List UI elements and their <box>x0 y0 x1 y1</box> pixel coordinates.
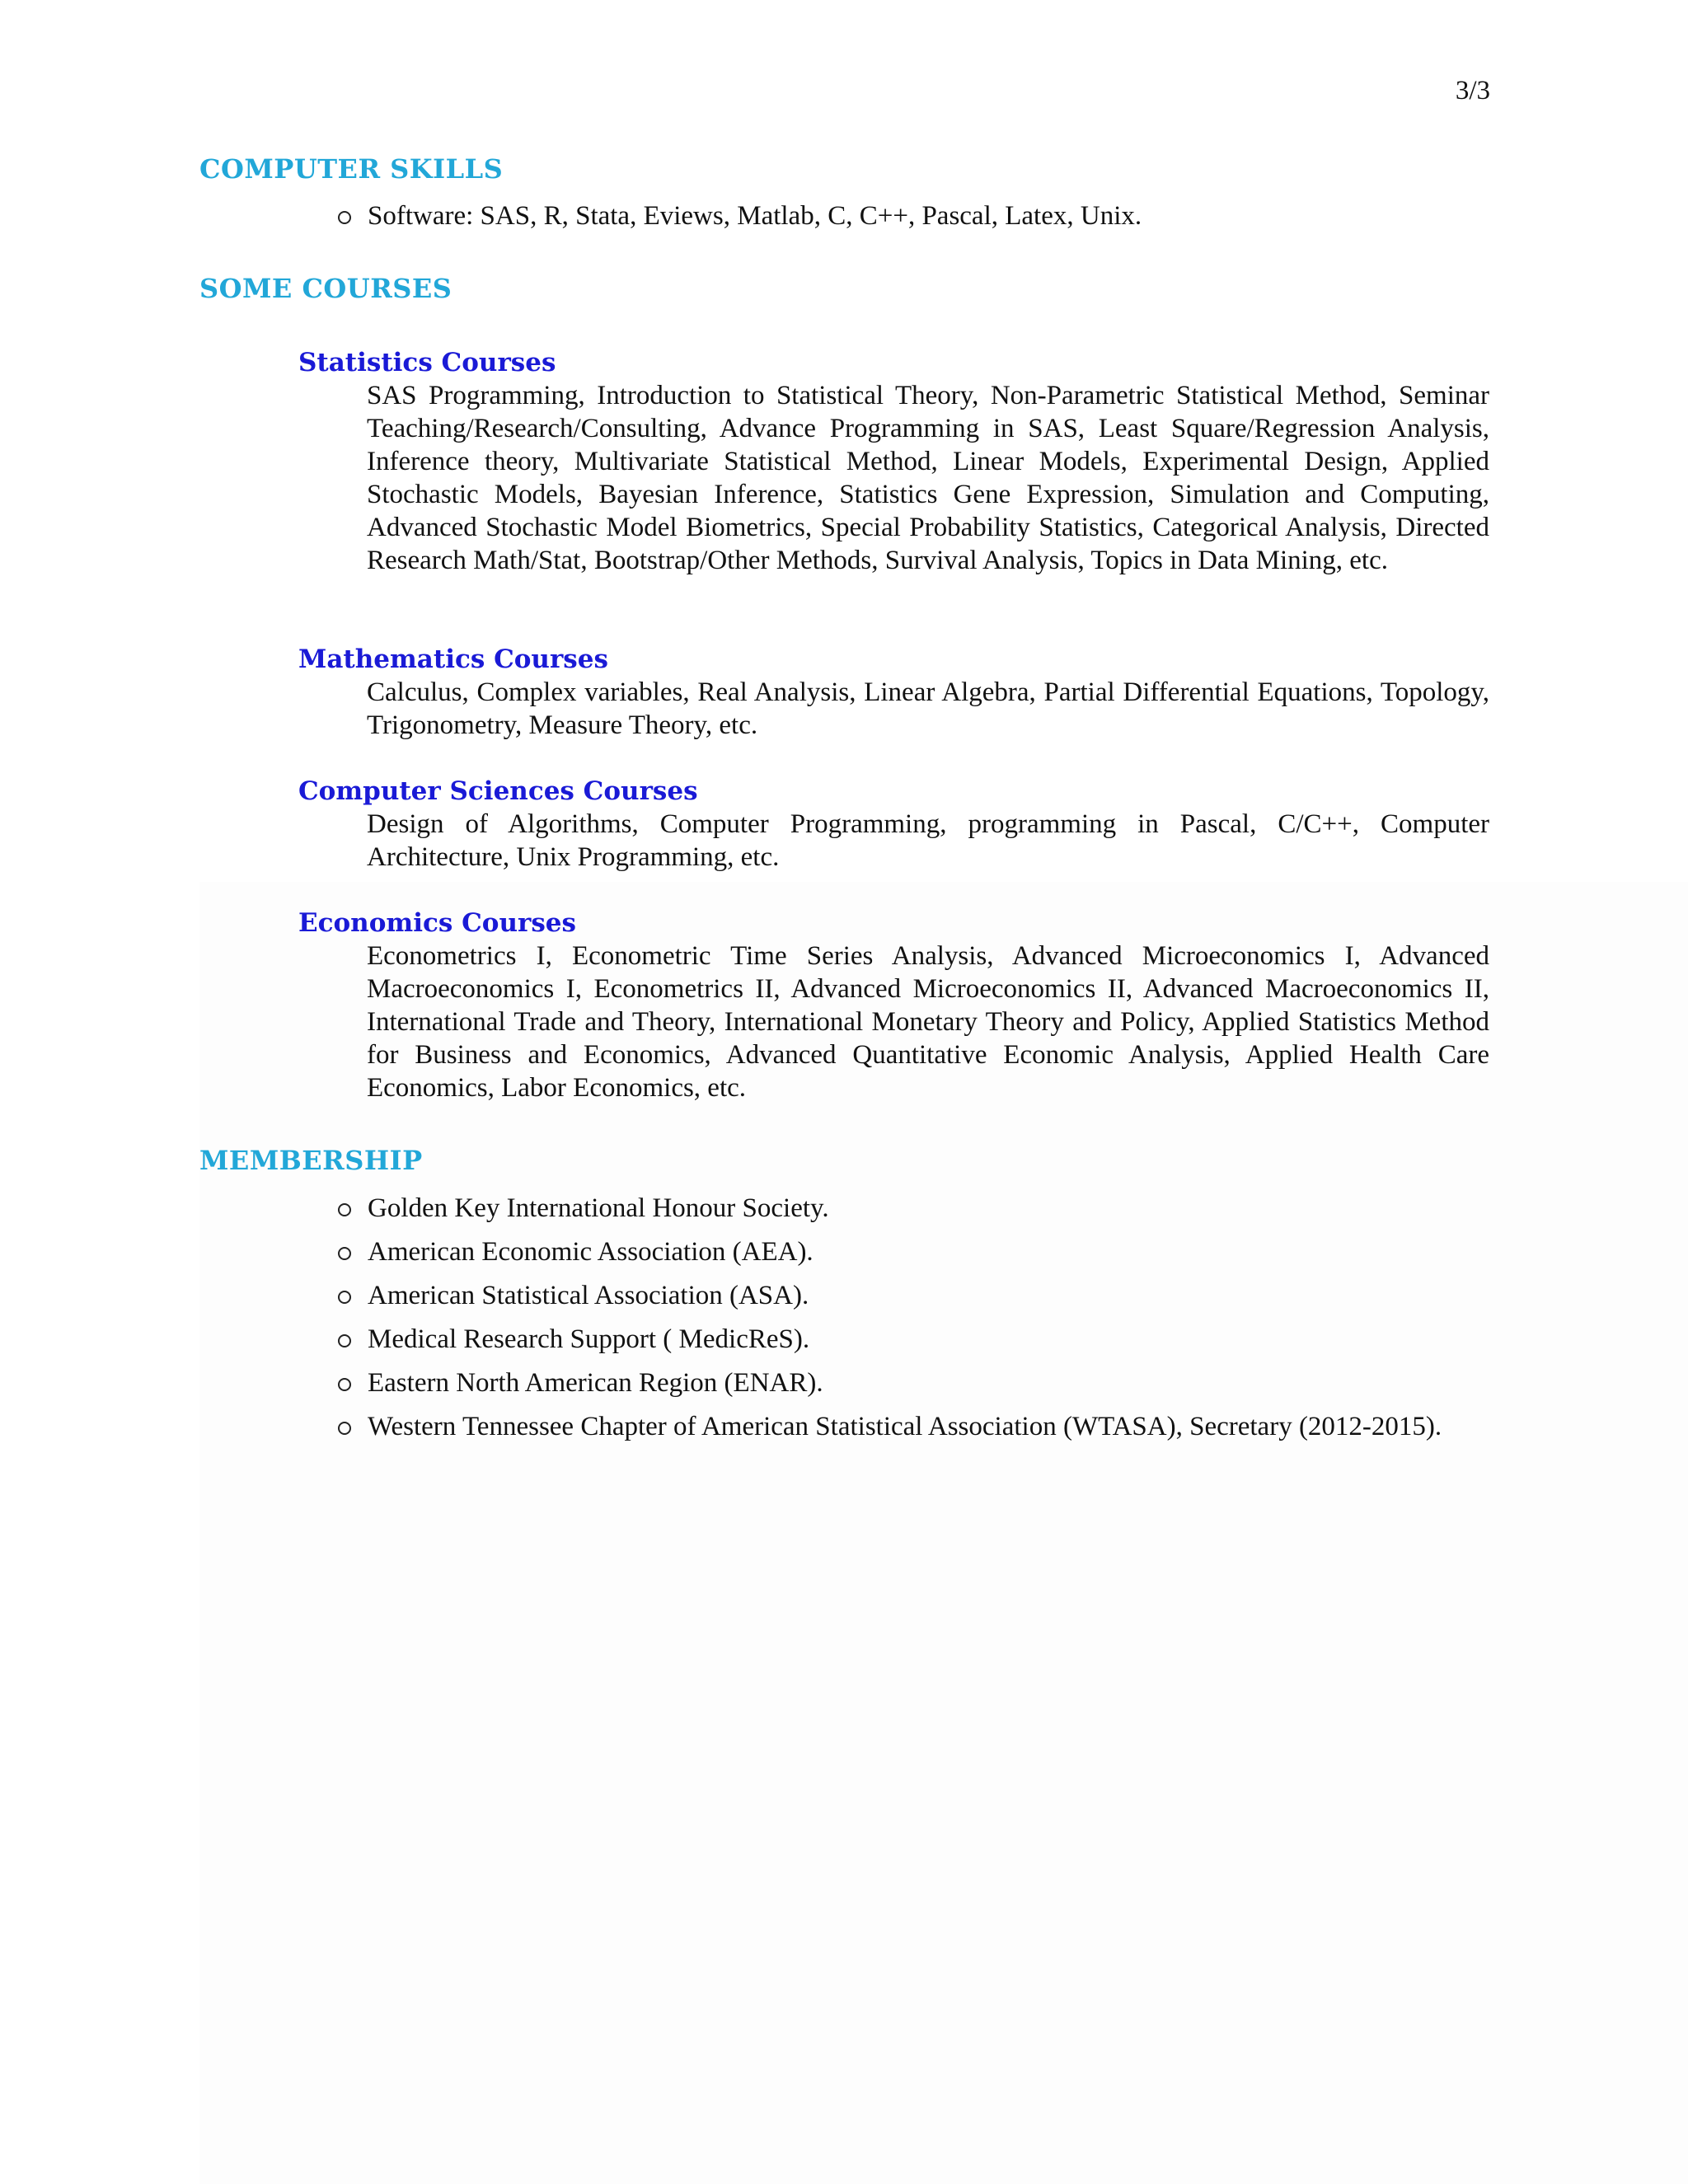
course-group-statistics <box>298 346 1493 577</box>
course-group-text: Design of Algorithms, Computer Programming, programming in Pascal, C/C++, Computer Architecture, Unix Programming, etc. <box>367 809 1489 872</box>
list-item-text: Golden Key International Honour Society. <box>368 1193 829 1223</box>
list-item-text: American Economic Association (AEA). <box>368 1237 814 1267</box>
membership-list <box>338 1192 1492 1443</box>
list-item-text: Western Tennessee Chapter of American Statistical Association (WTASA), Secretary (2012-2015). <box>368 1412 1442 1441</box>
list-item <box>338 1235 1492 1268</box>
list-item <box>338 1410 1492 1443</box>
computer-skills-list <box>338 199 1492 232</box>
hollow-bullet-icon <box>338 1247 351 1260</box>
list-item-text: American Statistical Association (ASA). <box>368 1281 809 1310</box>
hollow-bullet-icon <box>338 211 351 224</box>
course-group-mathematics <box>298 643 1493 742</box>
course-group-title: Economics Courses <box>298 908 576 938</box>
hollow-bullet-icon <box>338 1334 351 1347</box>
section-heading-some-courses: SOME COURSES <box>199 273 452 304</box>
hollow-bullet-icon <box>338 1422 351 1435</box>
list-item-text: Medical Research Support ( MedicReS). <box>368 1324 810 1354</box>
hollow-bullet-icon <box>338 1291 351 1304</box>
course-group-computer-sciences <box>298 775 1493 874</box>
page-number: 3/3 <box>1455 76 1490 105</box>
list-item <box>338 1366 1492 1399</box>
section-heading-membership: MEMBERSHIP <box>199 1145 423 1176</box>
list-item <box>338 199 1492 232</box>
list-item-text: Software: SAS, R, Stata, Eviews, Matlab, C, C++, Pascal, Latex, Unix. <box>368 201 1142 231</box>
course-group-text: Calculus, Complex variables, Real Analysis, Linear Algebra, Partial Differential Equations, Topology, Trigonometry, Measure Theory, etc. <box>367 677 1489 740</box>
course-group-title: Statistics Courses <box>298 348 556 377</box>
course-group-title: Mathematics Courses <box>298 644 608 674</box>
course-group-economics <box>298 907 1493 1104</box>
list-item <box>338 1192 1492 1225</box>
section-heading-computer-skills: COMPUTER SKILLS <box>199 153 504 185</box>
hollow-bullet-icon <box>338 1203 351 1216</box>
list-item <box>338 1279 1492 1312</box>
hollow-bullet-icon <box>338 1378 351 1391</box>
course-group-title: Computer Sciences Courses <box>298 776 698 806</box>
list-item <box>338 1323 1492 1356</box>
course-group-text: SAS Programming, Introduction to Statistical Theory, Non-Parametric Statistical Method, Seminar Teaching/Research/Consulting, Advance Programming in SAS, Least Square/Regression Analysis, Inference theory, Multivariate Statistical Method, Linear Models, Experimental Design, Applied Stochastic Models, Bayesian Inference, Statistics Gene Expression, Simulation and Computing, Advanced Stochastic Model Biometrics, Special Probability Statistics, Categorical Analysis, Directed Research Math/Stat, Bootstrap/Other Methods, Survival Analysis, Topics in Data Mining, etc. <box>367 381 1489 575</box>
course-group-text: Econometrics I, Econometric Time Series Analysis, Advanced Microeconomics I, Advanced Macroeconomics I, Econometrics II, Advanced Microeconomics II, Advanced Macroeconomics II, International Trade and Theory, International Monetary Theory and Policy, Applied Statistics Method for Business and Economics, Advanced Quantitative Economic Analysis, Applied Health Care Economics, Labor Economics, etc. <box>367 941 1489 1103</box>
list-item-text: Eastern North American Region (ENAR). <box>368 1368 823 1398</box>
